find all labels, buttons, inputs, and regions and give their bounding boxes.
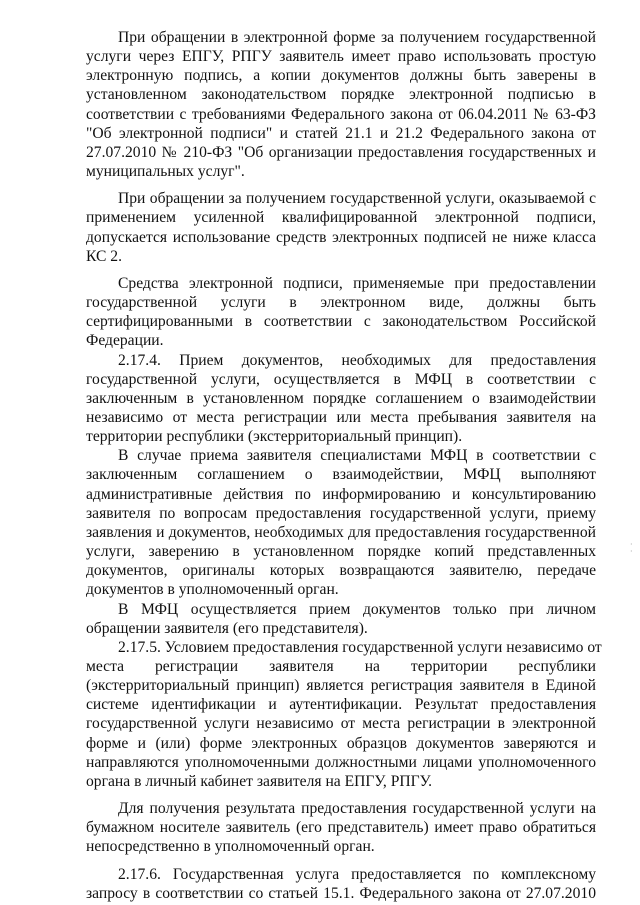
text-line: соответствии с требованиями Федерального закона от 06.04.2011 № 63-ФЗ [86,105,596,123]
text-line: муниципальных услуг". [86,163,245,181]
text-line: услуги, заверению в установленном порядке копий представленных [86,543,596,561]
text-line: (экстерриториальный принцип) является регистрация заявителя в Единой [86,677,596,695]
text-line: услуги через ЕПГУ, РПГУ заявитель имеет право использовать простую [86,48,596,66]
text-line: электронную подпись, а копии документов должны быть заверены в [86,67,596,85]
text-line: направляются уполномоченными должностными лицами уполномоченного [86,753,596,771]
text-line: непосредственно в уполномоченный орган. [86,838,375,856]
text-line: При обращении за получением государственной услуги, оказываемой с [118,190,596,208]
paragraph-mfc-personal [86,600,596,638]
text-line: системе идентификации и аутентификации. Результат предоставления [86,696,596,714]
text-line: заявления и документов, необходимых для предоставления государственной [86,523,596,541]
text-line: Средства электронной подписи, применяемые при предоставлении [118,274,596,292]
paragraph-electronic-signature-simple [86,28,596,181]
text-line: допускается использование средств электронных подписей не ниже класса [86,228,596,246]
text-line: 27.07.2010 № 210-ФЗ "Об организации предоставления государственных и [86,143,596,161]
text-line: государственной услуги независимо от места регистрации в электронной [86,715,596,733]
text-line: сертифицированными в соответствии с законодательством Российской [86,313,596,331]
text-line: обращении заявителя (его представителя). [86,619,368,637]
text-line: административные действия по информированию и консультированию [86,485,596,503]
text-line: КС 2. [86,247,123,265]
text-line: документов, оригиналы которых возвращаются заявителю, передаче [86,562,596,580]
text-line: заявителя по вопросам предоставления государственной услуги, приему [86,504,596,522]
paragraph-mfc-reception [86,446,596,599]
paragraph-paper-result [86,799,596,856]
text-line: места регистрации заявителя на территории республики [86,658,596,675]
text-line: заключенным соглашением о взаимодействии, МФЦ выполняют [86,466,596,484]
text-line: территории республики (экстерриториальный принцип). [86,428,463,446]
text-line: государственной услуги в электронном виде, должны быть [86,294,596,312]
text-line: 2.17.5. Условием предоставления государственной услуги независимо от [118,638,602,656]
text-line: 2.17.4. Прием документов, необходимых для предоставления [118,351,596,369]
text-line: "Об электронной подписи" и статей 21.1 и 21.2 Федерального закона от [86,124,596,142]
text-line: органа в личный кабинет заявителя на ЕПГУ, РПГУ. [86,772,433,790]
text-line: 2.17.6. Государственная услуга предоставляется по комплексному [118,865,596,883]
text-line: документов в уполномоченный орган. [86,581,339,599]
text-line: запросу в соответствии со статьей 15.1. Федерального закона от 27.07.2010 [86,884,596,902]
text-line: форме и (или) форме электронных образцов документов заверяются и [86,734,596,752]
text-line: заключенным в установленном порядке соглашением о взаимодействии [86,389,596,407]
paragraph-2-17-6 [86,865,596,903]
scan-edge-mark: · · [630,540,633,556]
text-line: При обращении в электронной форме за получением государственной [118,29,596,46]
text-line: В МФЦ осуществляется прием документов только при личном [118,600,596,618]
paragraph-2-17-4 [86,351,596,447]
paragraph-2-17-5 [86,638,602,791]
paragraph-signature-tools [86,274,596,351]
paragraph-qualified-signature [86,189,596,266]
text-line: применением усиленной квалифицированной электронной подписи, [86,209,596,227]
text-line: независимо от места регистрации или места пребывания заявителя на [86,408,596,426]
text-line: государственной услуги, осуществляется в МФЦ в соответствии с [86,370,596,388]
text-line: Федерации. [86,332,164,350]
text-line: Для получения результата предоставления государственной услуги на [118,800,596,818]
text-line: бумажном носителе заявитель (его представитель) имеет право обратиться [86,819,596,837]
text-line: установленном законодательством порядке электронной подписью в [86,86,596,104]
document-body [86,28,602,903]
text-line: В случае приема заявителя специалистами МФЦ в соответствии с [118,447,596,465]
